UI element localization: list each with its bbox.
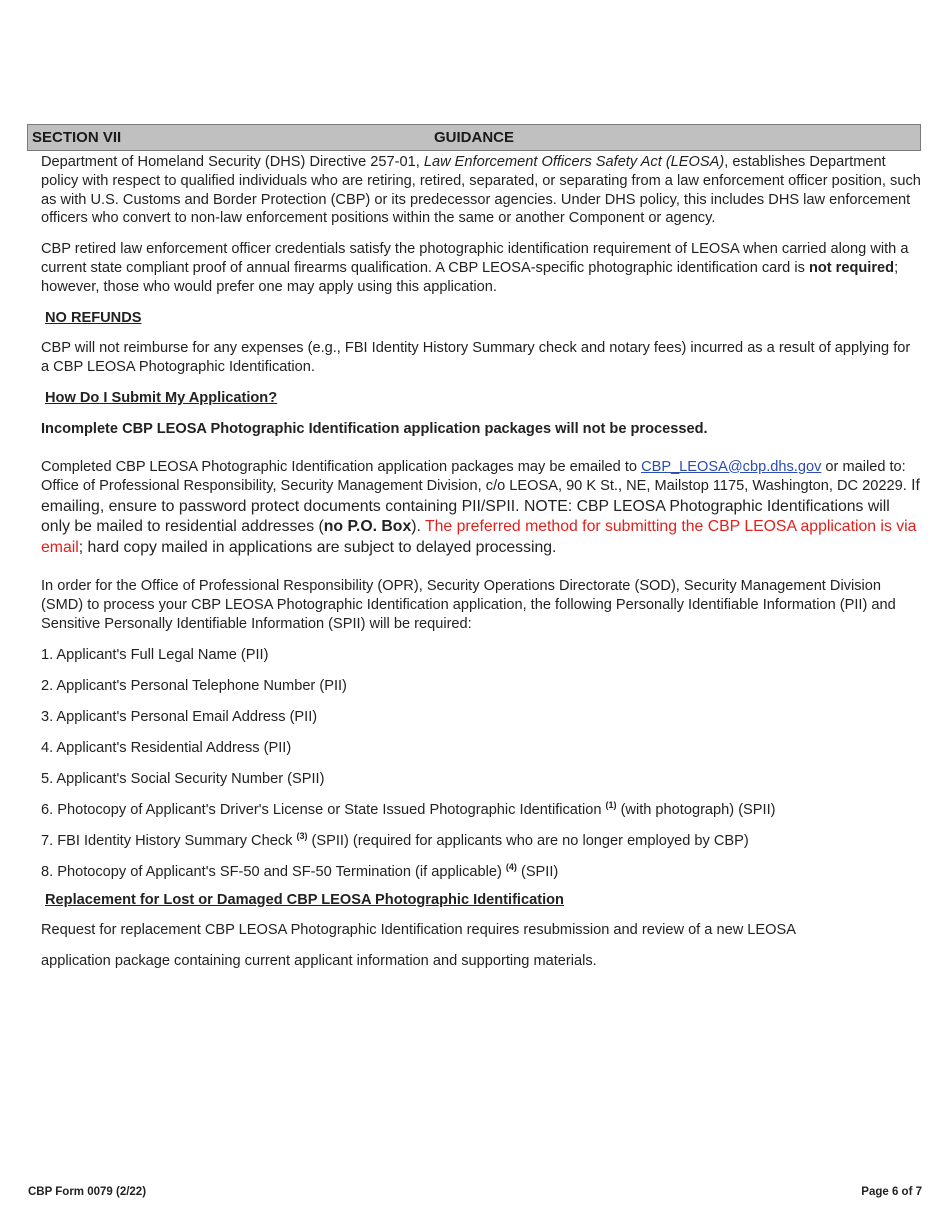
list-item-text: 8. Photocopy of Applicant's SF-50 and SF-50 Termination (if applicable) <box>41 863 506 880</box>
guidance-content <box>41 153 921 971</box>
list-item-text: 4. Applicant's Residential Address (PII) <box>41 739 292 756</box>
submit-heading: How Do I Submit My Application? <box>45 389 278 406</box>
list-item-text-suffix: (SPII) <box>516 863 559 880</box>
intro-paragraph-2 <box>41 240 921 296</box>
preferred-method-notice: The preferred method for submitting the CBP LEOSA application is via email <box>41 518 917 556</box>
leosa-act-title: Law Enforcement Officers Safety Act (LEOSA) <box>423 154 725 170</box>
list-item-text: 1. Applicant's Full Legal Name (PII) <box>41 646 269 663</box>
list-item <box>41 646 921 665</box>
submit-text-a: Completed CBP LEOSA Photographic Identification application packages may be emailed to <box>41 458 642 475</box>
page-number: Page 6 of 7 <box>861 1186 922 1198</box>
list-item-text: 7. FBI Identity History Summary Check <box>41 832 297 849</box>
list-item <box>41 739 921 758</box>
list-item <box>41 832 921 851</box>
intro-text-b: , establishes Department policy with respect to qualified individuals who are retiring, retired, separated, or separating from a law enforcement officer position, such as with U.S. Customs and Border Protection (CBP) or its predecessor agencies. Under DHS policy, this includes DHS law enforcement officers who convert to non-law enforcement positions within the same or another Component or agency. <box>41 154 921 227</box>
no-po-box: no P.O. Box <box>323 518 412 536</box>
not-required-emphasis: not required <box>808 259 895 276</box>
list-item-text: 3. Applicant's Personal Email Address (PII) <box>41 708 318 725</box>
intro2-text-b: ; however, those who would prefer one may apply using this application. <box>41 259 899 295</box>
no-refunds-text: CBP will not reimburse for any expenses (e.g., FBI Identity History Summary check and notary fees) incurred as a result of applying for a CBP LEOSA Photographic Identification. <box>41 340 911 376</box>
list-item-text-suffix: (SPII) (required for applicants who are no longer employed by CBP) <box>307 832 749 849</box>
replacement-heading: Replacement for Lost or Damaged CBP LEOSA Photographic Identification <box>45 891 564 908</box>
no-refunds-heading: NO REFUNDS <box>45 309 142 326</box>
intro-text-a: Department of Homeland Security (DHS) Directive 257-01, <box>41 154 424 170</box>
list-item <box>41 770 921 789</box>
list-item-text-suffix: (with photograph) (SPII) <box>616 801 776 818</box>
submit-instructions <box>41 458 921 559</box>
section-number: SECTION VII <box>32 129 122 146</box>
list-item-text: 6. Photocopy of Applicant's Driver's License or State Issued Photographic Identification <box>41 801 606 818</box>
section-header-bar <box>27 124 921 151</box>
pii-intro: In order for the Office of Professional Responsibility (OPR), Security Operations Directorate (SOD), Security Management Division (SMD) to process your CBP LEOSA Photographic Identification application, the following Personally Identifiable Information (PII) and Sensitive Personally Identifiable Information (SPII) will be required: <box>41 578 896 632</box>
footnote-ref: (3) <box>296 830 308 841</box>
list-item <box>41 677 921 696</box>
list-item-text: 2. Applicant's Personal Telephone Number (PII) <box>41 677 347 694</box>
email-link[interactable]: CBP_LEOSA@cbp.dhs.gov <box>641 458 822 475</box>
intro2-text-a: CBP retired law enforcement officer credentials satisfy the photographic identification requirement of LEOSA when carried along with a current state compliant proof of annual firearms qualification. A CBP LEOSA-specific photographic identification card is <box>41 241 909 276</box>
replacement-line-1: Request for replacement CBP LEOSA Photographic Identification requires resubmission and review of a new LEOSA <box>41 922 796 939</box>
footnote-ref: (4) <box>505 861 517 872</box>
footnote-ref: (1) <box>605 800 617 810</box>
replacement-line-2: application package containing current applicant information and supporting materials. <box>41 953 597 970</box>
intro-paragraph-1 <box>41 153 921 228</box>
pii-list <box>41 646 921 882</box>
submit-text-c: ; hard copy mailed in applications are subject to delayed processing. <box>78 538 557 556</box>
list-item <box>41 708 921 727</box>
list-item-text: 5. Applicant's Social Security Number (SPII) <box>41 770 325 787</box>
mailing-address: or mailed to: Office of Professional Responsibility, Security Management Division, c/o LEOSA, 90 K St., NE, Mailstop 1175, Washington, DC 20229. <box>41 458 907 495</box>
list-item <box>41 863 921 882</box>
submit-text-b: ). <box>411 518 425 536</box>
list-item <box>41 801 921 820</box>
submit-note: If emailing, ensure to password protect documents containing PII/SPII. NOTE: CBP LEOSA Photographic Identifications will only be mailed to residential addresses ( <box>41 477 920 536</box>
form-number: CBP Form 0079 (2/22) <box>28 1186 147 1198</box>
section-title: GUIDANCE <box>434 129 515 146</box>
incomplete-warning: Incomplete CBP LEOSA Photographic Identification application packages will not be processed. <box>41 420 708 437</box>
